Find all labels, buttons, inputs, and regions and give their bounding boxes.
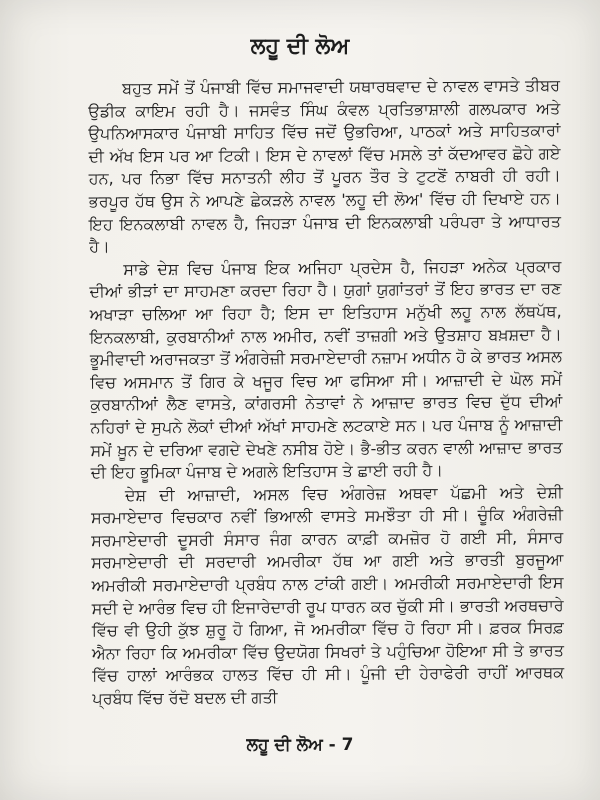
paragraph-2 [89,255,563,484]
page-footer: ਲਹੂ ਦੀ ਲੋਅ - 7 [246,735,354,755]
paragraph-1-text: ਬਹੁਤ ਸਮੇਂ ਤੋਂ ਪੰਜਾਬੀ ਵਿੱਚ ਸਮਾਜਵਾਦੀ ਯਥਾਰਥਵਾਦ ਦੇ ਨਾਵਲ ਵਾਸਤੇ ਤੀਬਰ ਉਡੀਕ ਕਾਇਮ ਰਹੀ ਹੈ। ਜਸਵੰਤ ਸਿੰਘ ਕੰਵਲ ਪ੍ਰਤਿਭਾਸ਼ਾਲੀ ਗਲਪਕਾਰ ਅਤੇ ਉਪਨਿਆਸਕਾਰ ਪੰਜਾਬੀ ਸਾਹਿਤ ਵਿੱਚ ਜਦੋਂ ਉਭਰਿਆ, ਪਾਠਕਾਂ ਅਤੇ ਸਾਹਿਤਕਾਰਾਂ ਦੀ ਅੱਖ ਇਸ ਪਰ ਆ ਟਿਕੀ। ਇਸ ਦੇ ਨਾਵਲਾਂ ਵਿੱਚ ਮਸਲੇ ਤਾਂ ਕੱਦਆਵਰ ਛੋਹੇ ਗਏ ਹਨ, ਪਰ ਨਿਭਾ ਵਿੱਚ ਸਨਾਤਨੀ ਲੀਹ ਤੋਂ ਪੂਰਨ ਤੌਰ ਤੇ ਟੁਟਣੋਂ ਨਾਬਰੀ ਹੀ ਰਹੀ। ਭਰਪੂਰ ਹੱਥ ਉਸ ਨੇ ਆਪਣੇ ਛੇਕੜਲੇ ਨਾਵਲ 'ਲਹੂ ਦੀ ਲੋਅ' ਵਿੱਚ ਹੀ ਦਿਖਾਏ ਹਨ। ਇਹ ਇਨਕਲਾਬੀ ਨਾਵਲ ਹੈ, ਜਿਹੜਾ ਪੰਜਾਬ ਦੀ ਇਨਕਲਾਬੀ ਪਰੰਪਰਾ ਤੇ ਆਧਾਰਤ ਹੈ। [88,75,562,257]
chapter-title: ਲਹੂ ਦੀ ਲੋਅ [250,34,350,59]
paragraph-3-text: ਦੇਸ਼ ਦੀ ਆਜ਼ਾਦੀ, ਅਸਲ ਵਿਚ ਅੰਗਰੇਜ਼ ਅਥਵਾ ਪੱਛਮੀ ਅਤੇ ਦੇਸ਼ੀ ਸਰਮਾਏਦਾਰ ਵਿਚਕਾਰ ਨਵੀਂ ਭਿਆਲੀ ਵਾਸਤੇ ਸਮਝੌਤਾ ਹੀ ਸੀ। ਚੂੰਕਿ ਅੰਗਰੇਜ਼ੀ ਸਰਮਾਏਦਾਰੀ ਦੂਸਰੀ ਸੰਸਾਰ ਜੰਗ ਕਾਰਨ ਕਾਫ਼ੀ ਕਮਜ਼ੋਰ ਹੋ ਗਈ ਸੀ, ਸੰਸਾਰ ਸਰਮਾਏਦਾਰੀ ਦੀ ਸਰਦਾਰੀ ਅਮਰੀਕਾ ਹੱਥ ਆ ਗਈ ਅਤੇ ਭਾਰਤੀ ਬੁਰਜੂਆ ਅਮਰੀਕੀ ਸਰਮਾਏਦਾਰੀ ਪ੍ਰਬੰਧ ਨਾਲ ਟਾਂਕੀ ਗਈ। ਅਮਰੀਕੀ ਸਰਮਾਏਦਾਰੀ ਇਸ ਸਦੀ ਦੇ ਆਰੰਭ ਵਿਚ ਹੀ ਇਜਾਰੇਦਾਰੀ ਰੂਪ ਧਾਰਨ ਕਰ ਚੁੱਕੀ ਸੀ। ਭਾਰਤੀ ਅਰਥਚਾਰੇ ਵਿੱਚ ਵੀ ਉਹੀ ਕੁੱਝ ਸ਼ੁਰੂ ਹੋ ਗਿਆ, ਜੋ ਅਮਰੀਕਾ ਵਿੱਚ ਹੋ ਰਿਹਾ ਸੀ। ਫ਼ਰਕ ਸਿਰਫ਼ ਐਨਾ ਰਿਹਾ ਕਿ ਅਮਰੀਕਾ ਵਿੱਚ ਉਦਯੋਗ ਸਿਖਰਾਂ ਤੇ ਪਹੁੰਚਿਆ ਹੋਇਆ ਸੀ ਤੇ ਭਾਰਤ ਵਿੱਚ ਹਾਲਾਂ ਆਰੰਭਕ ਹਾਲਤ ਵਿੱਚ ਹੀ ਸੀ। ਪੂੰਜੀ ਦੀ ਹੇਰਾਫੇਰੀ ਰਾਹੀਂ ਆਰਥਕ ਪ੍ਰਬੰਧ ਵਿੱਚ ਰੱਦੋ ਬਦਲ ਦੀ ਗਤੀ [91,482,565,709]
body-text [88,75,564,711]
paragraph-2-text: ਸਾਡੇ ਦੇਸ਼ ਵਿਚ ਪੰਜਾਬ ਇਕ ਅਜਿਹਾ ਪ੍ਰਦੇਸ ਹੈ, ਜਿਹੜਾ ਅਨੇਕ ਪ੍ਰਕਾਰ ਦੀਆਂ ਭੀੜਾਂ ਦਾ ਸਾਹਮਣਾ ਕਰਦਾ ਰਿਹਾ ਹੈ। ਯੁਗਾਂ ਯੁਗਾਂਤਰਾਂ ਤੋਂ ਇਹ ਭਾਰਤ ਦਾ ਰਣ ਅਖਾੜਾ ਚਲਿਆ ਆ ਰਿਹਾ ਹੈ; ਇਸ ਦਾ ਇਤਿਹਾਸ ਮਨੁੱਖੀ ਲਹੂ ਨਾਲ ਲੱਥਪੱਥ, ਇਨਕਲਾਬੀ, ਕੁਰਬਾਨੀਆਂ ਨਾਲ ਅਮੀਰ, ਨਵੀਂ ਤਾਜ਼ਗੀ ਅਤੇ ਉਤਸ਼ਾਹ ਬਖ਼ਸ਼ਦਾ ਹੈ। ਭੂਮੀਵਾਦੀ ਅਰਾਜਕਤਾ ਤੋਂ ਅੰਗਰੇਜ਼ੀ ਸਰਮਾਏਦਾਰੀ ਨਜ਼ਾਮ ਅਧੀਨ ਹੋ ਕੇ ਭਾਰਤ ਅਸਲ ਵਿਚ ਅਸਮਾਨ ਤੋਂ ਗਿਰ ਕੇ ਖਜੂਰ ਵਿਚ ਆ ਫਸਿਆ ਸੀ। ਆਜ਼ਾਦੀ ਦੇ ਘੋਲ ਸਮੇਂ ਕੁਰਬਾਨੀਆਂ ਲੈਣ ਵਾਸਤੇ, ਕਾਂਗਰਸੀ ਨੇਤਾਵਾਂ ਨੇ ਆਜ਼ਾਦ ਭਾਰਤ ਵਿਚ ਦੁੱਧ ਦੀਆਂ ਨਹਿਰਾਂ ਦੇ ਸੁਪਨੇ ਲੋਕਾਂ ਦੀਆਂ ਅੱਖਾਂ ਸਾਹਮਣੇ ਲਟਕਾਏ ਸਨ। ਪਰ ਪੰਜਾਬ ਨੂੰ ਆਜ਼ਾਦੀ ਸਮੇਂ ਖ਼ੂਨ ਦੇ ਦਰਿਆ ਵਗਦੇ ਦੇਖਣੇ ਨਸੀਬ ਹੋਏ। ਭੈ-ਭੀਤ ਕਰਨ ਵਾਲੀ ਆਜ਼ਾਦ ਭਾਰਤ ਦੀ ਇਹ ਭੂਮਿਕਾ ਪੰਜਾਬ ਦੇ ਅਗਲੇ ਇਤਿਹਾਸ ਤੇ ਛਾਈ ਰਹੀ ਹੈ। [89,256,563,483]
paragraph-1 [88,75,561,259]
paragraph-3 [91,481,565,710]
